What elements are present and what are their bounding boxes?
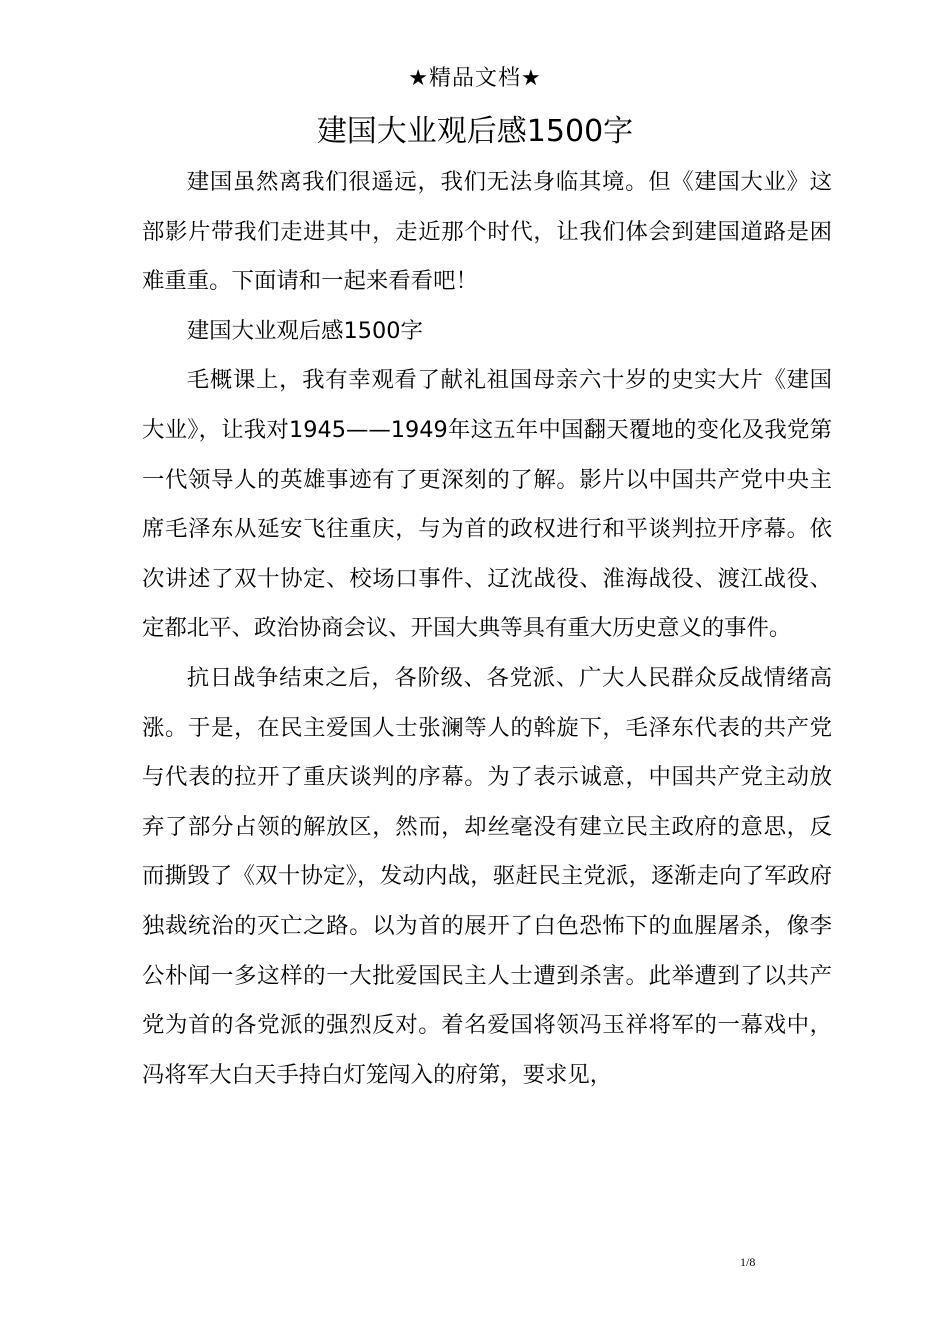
paragraph-main-1: 毛概课上，我有幸观看了献礼祖国母亲六十岁的史实大片《建国大业》，让我对1945——1949年这五年中国翻天覆地的变化及我党第一代领导人的英雄事迹有了更深刻的了解。影片以中国共产党中央主席毛泽东从延安飞往重庆，与为首的政权进行和平谈判拉开序幕。依次讲述了双十协定、校场口事件、辽沈战役、淮海战役、渡江战役、定都北平、政治协商会议、开国大典等具有重大历史意义的事件。 (142, 367, 832, 642)
paragraph-subtitle: 建国大业观后感1500字 (186, 317, 423, 344)
page-number: 1/8 (740, 1255, 756, 1269)
document-body (142, 158, 832, 1100)
paragraph-intro: 建国虽然离我们很遥远，我们无法身临其境。但《建国大业》这部影片带我们走进其中，走近那个时代，让我们体会到建国道路是困难重重。下面请和一起来看看吧！ (142, 169, 832, 295)
header-mark: ★精品文档★ (408, 66, 542, 91)
paragraph-main-2: 抗日战争结束之后，各阶级、各党派、广大人民群众反战情绪高涨。于是，在民主爱国人士张澜等人的斡旋下，毛泽东代表的共产党与代表的拉开了重庆谈判的序幕。为了表示诚意，中国共产党主动放弃了部分占领的解放区，然而，却丝毫没有建立民主政府的意思，反而撕毁了《双十协定》，发动内战，驱赶民主党派，逐渐走向了军政府独裁统治的灭亡之路。以为首的展开了白色恐怖下的血腥屠杀，像李公朴闻一多这样的一大批爱国民主人士遭到杀害。此举遭到了以共产党为首的各党派的强烈反对。着名爱国将领冯玉祥将军的一幕戏中，冯将军大白天手持白灯笼闯入的府第，要求见， (142, 664, 832, 1088)
document-title: 建国大业观后感1500字 (316, 114, 634, 149)
